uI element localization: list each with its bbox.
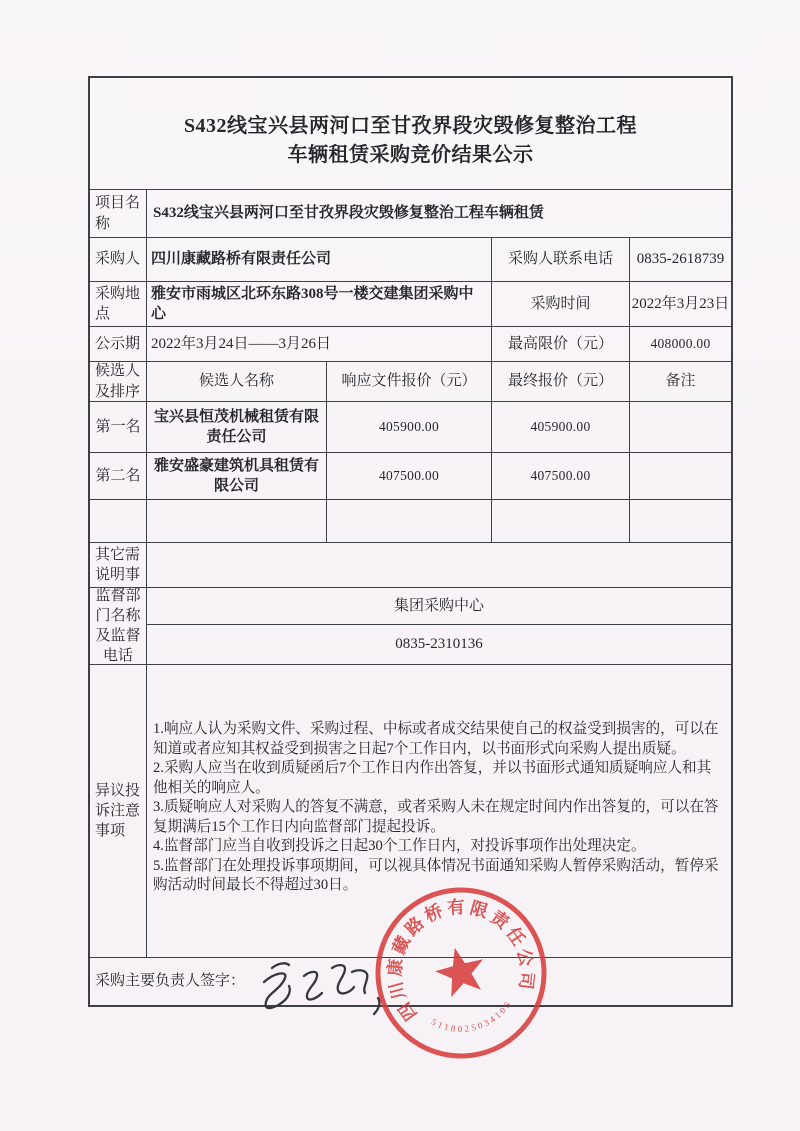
supervision-row — [90, 588, 731, 665]
objection-item: 2.采购人应当在收到质疑函后7个工作日内作出答复，并以书面形式通知质疑响应人和其他相关的响应人。 — [153, 760, 712, 796]
col-header-note: 备注 — [665, 373, 696, 390]
signature-label: 采购主要负责人签字： — [95, 973, 246, 990]
candidate-rank: 第二名 — [90, 453, 147, 499]
publicity-row — [90, 327, 731, 362]
objection-item: 1.响应人认为采购文件、采购过程、中标或者成交结果使自己的权益受到损害的，可以在知道或者应知其权益受到损害之日起7个工作日内，以书面形式向采购人提出质疑。 — [153, 721, 719, 757]
candidate-final-price: 407500.00 — [492, 453, 630, 499]
candidate-rank: 第一名 — [90, 402, 147, 452]
empty-cell — [147, 500, 327, 542]
title-block — [90, 78, 731, 190]
empty-cell — [630, 500, 731, 542]
max-price-value: 408000.00 — [650, 335, 711, 351]
purchaser-phone-label: 采购人联系电话 — [492, 238, 630, 281]
candidate-row-2 — [90, 453, 731, 500]
candidate-note — [630, 402, 731, 452]
col-header-doc-price: 响应文件报价（元） — [327, 362, 492, 401]
document-title-line1: S432线宝兴县两河口至甘孜界段灾毁修复整治工程 — [183, 114, 638, 137]
purchaser-label: 采购人 — [90, 238, 147, 281]
stamp-registration-number: 511802503410S — [429, 998, 514, 1034]
supervision-values — [147, 588, 731, 664]
stamp-company-text: 四川康藏路桥有限责任公司 — [384, 896, 538, 1025]
col-header-name: 候选人名称 — [147, 362, 327, 401]
document-title-line2: 车辆租赁采购竞价结果公示 — [287, 143, 534, 166]
location-row — [90, 282, 731, 327]
other-notes-value — [147, 543, 731, 587]
objection-label: 异议投诉注意事项 — [90, 665, 147, 957]
candidate-name: 宝兴县恒茂机械租赁有限责任公司 — [147, 402, 327, 452]
candidate-doc-price: 407500.00 — [327, 453, 492, 499]
candidate-row-1 — [90, 402, 731, 453]
empty-cell — [90, 500, 147, 542]
candidate-final-price: 405900.00 — [492, 402, 630, 452]
announcement-table — [88, 76, 733, 1007]
objection-item: 3.质疑响应人对采购人的答复不满意，或者采购人未在规定时间内作出答复的，可以在答复期满后15个工作日内向监督部门提起投诉。 — [153, 799, 719, 835]
objection-text — [147, 665, 731, 957]
publicity-label: 公示期 — [90, 327, 147, 361]
purchaser-phone-value: 0835-2618739 — [636, 251, 725, 268]
empty-cell — [327, 500, 492, 542]
empty-cell — [492, 500, 630, 542]
candidate-row-empty — [90, 500, 731, 543]
objection-item: 4.监督部门应当自收到投诉之日起30个工作日内，对投诉事项作出处理决定。 — [153, 838, 646, 855]
purchase-time-label: 采购时间 — [492, 282, 630, 326]
supervision-phone: 0835-2310136 — [395, 636, 483, 653]
candidate-doc-price: 405900.00 — [327, 402, 492, 452]
project-name-label: 项目名称 — [90, 190, 147, 237]
project-name-row — [90, 190, 731, 238]
col-header-final-price: 最终报价（元） — [492, 362, 630, 401]
purchaser-value: 四川康藏路桥有限责任公司 — [147, 238, 492, 281]
handwritten-signature — [248, 946, 398, 1026]
objection-item: 5.监督部门在处理投诉事项期间，可以视具体情况书面通知采购人暂停采购活动，暂停采购活动时间最长不得超过30日。 — [153, 857, 719, 894]
other-notes-label: 其它需说明事 — [90, 543, 147, 587]
purchaser-row — [90, 238, 731, 282]
max-price-label: 最高限价（元） — [492, 327, 630, 361]
candidate-name: 雅安盛豪建筑机具租赁有限公司 — [147, 453, 327, 499]
supervision-label: 监督部门名称及监督电话 — [90, 588, 147, 664]
signature-row — [90, 958, 731, 1005]
objection-row — [90, 665, 731, 958]
purchase-time-value: 2022年3月23日 — [631, 295, 730, 312]
publicity-value: 2022年3月24日——3月26日 — [147, 327, 492, 361]
project-name-value: S432线宝兴县两河口至甘孜界段灾毁修复整治工程车辆租赁 — [153, 205, 544, 222]
col-header-rank: 候选人及排序 — [90, 362, 147, 401]
candidate-note — [630, 453, 731, 499]
other-notes-row — [90, 543, 731, 588]
candidates-header-row — [90, 362, 731, 402]
location-label: 采购地点 — [90, 282, 147, 326]
location-value: 雅安市雨城区北环东路308号一楼交建集团采购中心 — [147, 282, 492, 326]
supervision-dept: 集团采购中心 — [147, 588, 731, 625]
